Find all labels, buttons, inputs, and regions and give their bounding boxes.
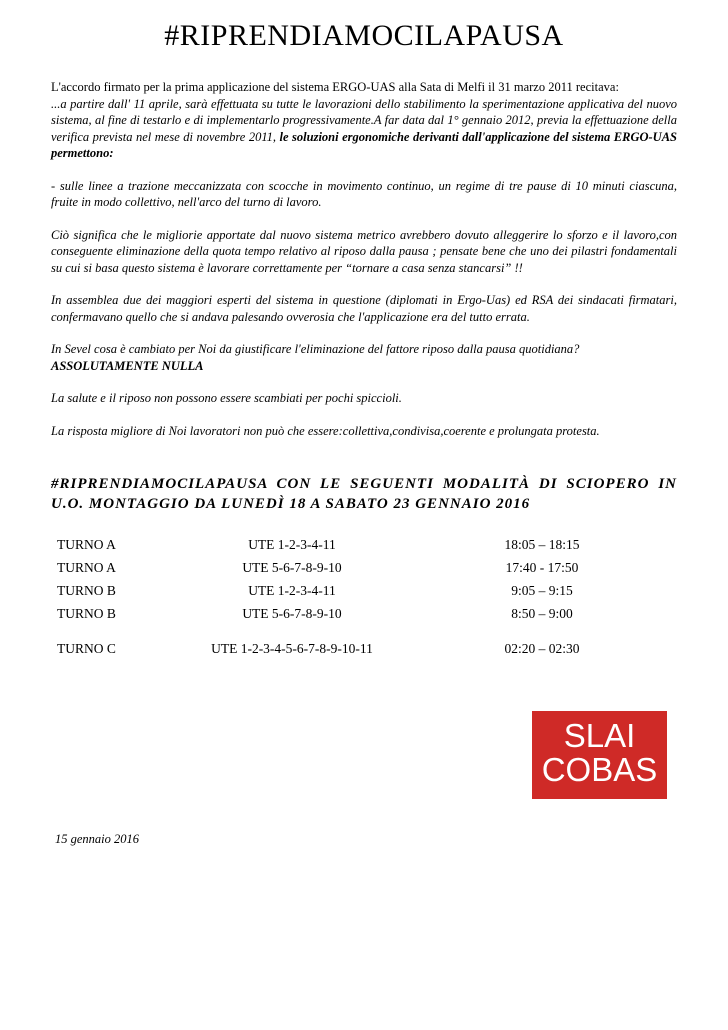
shift-cell: TURNO A	[57, 559, 116, 575]
meaning-paragraph: Ciò significa che le migliorie apportate dal nuovo sistema metrico avrebbero dovuto alleggerire lo sforzo e il lavoro,con conseguente eliminazione della quota tempo relativo al riposo dalla pausa ; pensate bene che uno dei pilastri fondamentali su cui si basa questo sistema è lavorare correttamente per “tornare a casa senza stancarsi” !!	[51, 227, 677, 275]
agreement-quote-bold: le soluzioni ergonomiche derivanti dall'applicazione del sistema ERGO-UAS permettono:	[51, 129, 677, 160]
time-cell: 18:05 – 18:15	[504, 536, 580, 552]
health-paragraph: La salute e il riposo non possono essere scambiati per pochi spiccioli.	[51, 391, 402, 405]
logo-line-1: SLAI	[563, 717, 636, 754]
document-date: 15 gennaio 2016	[55, 832, 140, 846]
agreement-quote	[51, 96, 677, 162]
shift-cell: TURNO C	[57, 640, 116, 656]
pause-regime-paragraph: - sulle linee a trazione meccanizzata con scocche in movimento continuo, un regime di tre pause di 10 minuti ciascuna, fruite in modo collettivo, nell'arco del turno di lavoro.	[51, 178, 677, 209]
shift-cell: TURNO B	[57, 582, 116, 598]
logo-line-2: COBAS	[541, 751, 658, 788]
ute-cell: UTE 1-2-3-4-5-6-7-8-9-10-11	[211, 640, 373, 656]
ute-cell: UTE 1-2-3-4-11	[248, 582, 336, 598]
sevel-question: In Sevel cosa è cambiato per Noi da giustificare l'eliminazione del fattore riposo dalla pausa quotidiana?	[51, 342, 580, 356]
shift-cell: TURNO B	[57, 605, 116, 621]
table-row	[57, 533, 672, 556]
table-row	[57, 579, 672, 602]
shift-cell: TURNO A	[57, 536, 116, 552]
assembly-paragraph: In assemblea due dei maggiori esperti del sistema in questione (diplomati in Ergo-Uas) ed RSA dei sindacati firmatari, confermavano quello che si andava palesando ovverosia che l'applicazione era del tutto errata.	[51, 293, 677, 324]
document-body	[51, 79, 677, 439]
ute-cell: UTE 5-6-7-8-9-10	[242, 559, 342, 575]
agreement-quote-text: ...a partire dall' 11 aprile, sarà effettuata su tutte le lavorazioni dello stabilimento la sperimentazione applicativa del nuovo sistema, al fine di testarlo e di implementarlo progressivamente.A far data dal 1° gennaio 2012, previa la effettuazione della verifica prevista nel mese di novembre 2011,	[51, 96, 677, 144]
time-cell: 02:20 – 02:30	[504, 640, 580, 656]
table-row	[57, 602, 672, 625]
time-cell: 9:05 – 9:15	[511, 582, 573, 598]
page-title: #RIPRENDIAMOCILAPAUSA	[164, 19, 564, 52]
time-cell: 17:40 - 17:50	[505, 559, 579, 575]
table-row	[57, 556, 672, 579]
ute-cell: UTE 1-2-3-4-11	[248, 536, 336, 552]
answer-paragraph: La risposta migliore di Noi lavoratori non può che essere:collettiva,condivisa,coerente e prolungata protesta.	[51, 423, 600, 438]
strike-schedule-table	[57, 533, 672, 660]
ute-cell: UTE 5-6-7-8-9-10	[242, 605, 342, 621]
sevel-answer: ASSOLUTAMENTE NULLA	[51, 358, 204, 373]
time-cell: 8:50 – 9:00	[511, 605, 573, 621]
table-row	[57, 637, 672, 660]
slai-cobas-logo	[532, 711, 667, 799]
strike-heading: #RIPRENDIAMOCILAPAUSA CON LE SEGUENTI MODALITÀ DI SCIOPERO IN U.O. MONTAGGIO DA LUNEDÌ 18 A SABATO 23 GENNAIO 2016	[51, 476, 677, 512]
intro-paragraph: L'accordo firmato per la prima applicazione del sistema ERGO-UAS alla Sata di Melfi il 31 marzo 2011 recitava:	[51, 80, 619, 94]
sevel-paragraph	[51, 341, 677, 374]
